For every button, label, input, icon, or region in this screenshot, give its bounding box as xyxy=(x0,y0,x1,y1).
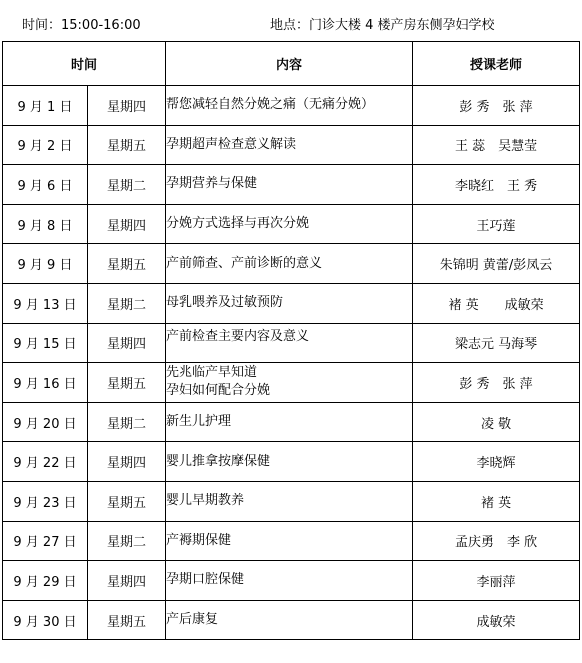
row-teacher: 李晓红 王 秀 xyxy=(413,165,580,205)
row-weekday: 星期五 xyxy=(88,125,166,165)
content-line: 产前筛查、产前诊断的意义 xyxy=(166,255,323,271)
row-weekday: 星期四 xyxy=(88,204,166,244)
row-date: 9 月 30 日 xyxy=(3,600,88,640)
row-teacher: 凌 敬 xyxy=(413,402,580,442)
content-line: 孕妇如何配合分娩 xyxy=(166,383,271,399)
table-row xyxy=(3,481,580,521)
row-content xyxy=(166,363,413,403)
row-weekday: 星期二 xyxy=(88,165,166,205)
row-content xyxy=(166,165,413,205)
class-time: 时间：15:00-16:00 xyxy=(22,18,141,33)
row-teacher: 彭 秀 张 萍 xyxy=(413,86,580,126)
schedule-body xyxy=(3,86,580,640)
table-row xyxy=(3,600,580,640)
content-line: 孕期营养与保健 xyxy=(166,176,258,192)
row-date: 9 月 8 日 xyxy=(3,204,88,244)
row-weekday: 星期五 xyxy=(88,363,166,403)
row-content xyxy=(166,323,413,363)
column-header-teacher: 授课老师 xyxy=(413,42,580,86)
row-teacher: 梁志元 马海琴 xyxy=(413,323,580,363)
row-date: 9 月 1 日 xyxy=(3,86,88,126)
row-teacher: 王 蕊 吴慧莹 xyxy=(413,125,580,165)
table-row xyxy=(3,363,580,403)
table-row xyxy=(3,283,580,323)
row-date: 9 月 23 日 xyxy=(3,481,88,521)
content-line: 母乳喂养及过敏预防 xyxy=(166,295,284,311)
row-weekday: 星期五 xyxy=(88,244,166,284)
table-row xyxy=(3,165,580,205)
row-weekday: 星期四 xyxy=(88,561,166,601)
row-weekday: 星期四 xyxy=(88,86,166,126)
row-content xyxy=(166,600,413,640)
row-weekday: 星期二 xyxy=(88,402,166,442)
row-teacher: 褚 英 成敏荣 xyxy=(413,283,580,323)
row-weekday: 星期二 xyxy=(88,521,166,561)
content-line: 分娩方式选择与再次分娩 xyxy=(166,216,310,232)
row-teacher: 褚 英 xyxy=(413,481,580,521)
row-teacher: 李丽萍 xyxy=(413,561,580,601)
course-schedule-table xyxy=(2,41,580,640)
row-content xyxy=(166,521,413,561)
row-content xyxy=(166,86,413,126)
row-content xyxy=(166,125,413,165)
row-content xyxy=(166,561,413,601)
content-line: 产褥期保健 xyxy=(166,532,232,548)
table-row xyxy=(3,244,580,284)
table-row xyxy=(3,86,580,126)
schedule-header xyxy=(0,12,582,34)
table-row xyxy=(3,402,580,442)
row-content xyxy=(166,481,413,521)
row-content xyxy=(166,402,413,442)
column-header-time: 时间 xyxy=(3,42,166,86)
column-header-content: 内容 xyxy=(166,42,413,86)
row-weekday: 星期二 xyxy=(88,283,166,323)
row-teacher: 李晓辉 xyxy=(413,442,580,482)
content-line: 婴儿早期教养 xyxy=(166,493,245,509)
table-row xyxy=(3,204,580,244)
table-header-row xyxy=(3,42,580,86)
row-date: 9 月 22 日 xyxy=(3,442,88,482)
row-weekday: 星期五 xyxy=(88,600,166,640)
row-date: 9 月 2 日 xyxy=(3,125,88,165)
row-date: 9 月 13 日 xyxy=(3,283,88,323)
content-line: 帮您减轻自然分娩之痛（无痛分娩） xyxy=(166,97,375,113)
row-content xyxy=(166,204,413,244)
table-row xyxy=(3,442,580,482)
content-line: 产前检查主要内容及意义 xyxy=(166,328,310,344)
row-weekday: 星期四 xyxy=(88,442,166,482)
row-weekday: 星期五 xyxy=(88,481,166,521)
row-teacher: 孟庆勇 李 欣 xyxy=(413,521,580,561)
row-date: 9 月 9 日 xyxy=(3,244,88,284)
row-teacher: 彭 秀 张 萍 xyxy=(413,363,580,403)
row-date: 9 月 15 日 xyxy=(3,323,88,363)
table-row xyxy=(3,125,580,165)
row-date: 9 月 6 日 xyxy=(3,165,88,205)
content-line: 先兆临产早知道 xyxy=(166,365,258,381)
row-date: 9 月 20 日 xyxy=(3,402,88,442)
table-row xyxy=(3,521,580,561)
content-line: 产后康复 xyxy=(166,612,219,628)
table-row xyxy=(3,323,580,363)
row-date: 9 月 27 日 xyxy=(3,521,88,561)
row-date: 9 月 16 日 xyxy=(3,363,88,403)
table-row xyxy=(3,561,580,601)
row-content xyxy=(166,442,413,482)
content-line: 婴儿推拿按摩保健 xyxy=(166,453,271,469)
content-line: 新生儿护理 xyxy=(166,414,232,430)
row-teacher: 成敏荣 xyxy=(413,600,580,640)
row-teacher: 朱锦明 黄蕾/彭凤云 xyxy=(413,244,580,284)
content-line: 孕期超声检查意义解读 xyxy=(166,136,297,152)
class-location: 地点：门诊大楼 4 楼产房东侧孕妇学校 xyxy=(270,18,495,33)
content-line: 孕期口腔保健 xyxy=(166,572,245,588)
row-date: 9 月 29 日 xyxy=(3,561,88,601)
row-teacher: 王巧莲 xyxy=(413,204,580,244)
row-content xyxy=(166,244,413,284)
row-content xyxy=(166,283,413,323)
row-weekday: 星期四 xyxy=(88,323,166,363)
